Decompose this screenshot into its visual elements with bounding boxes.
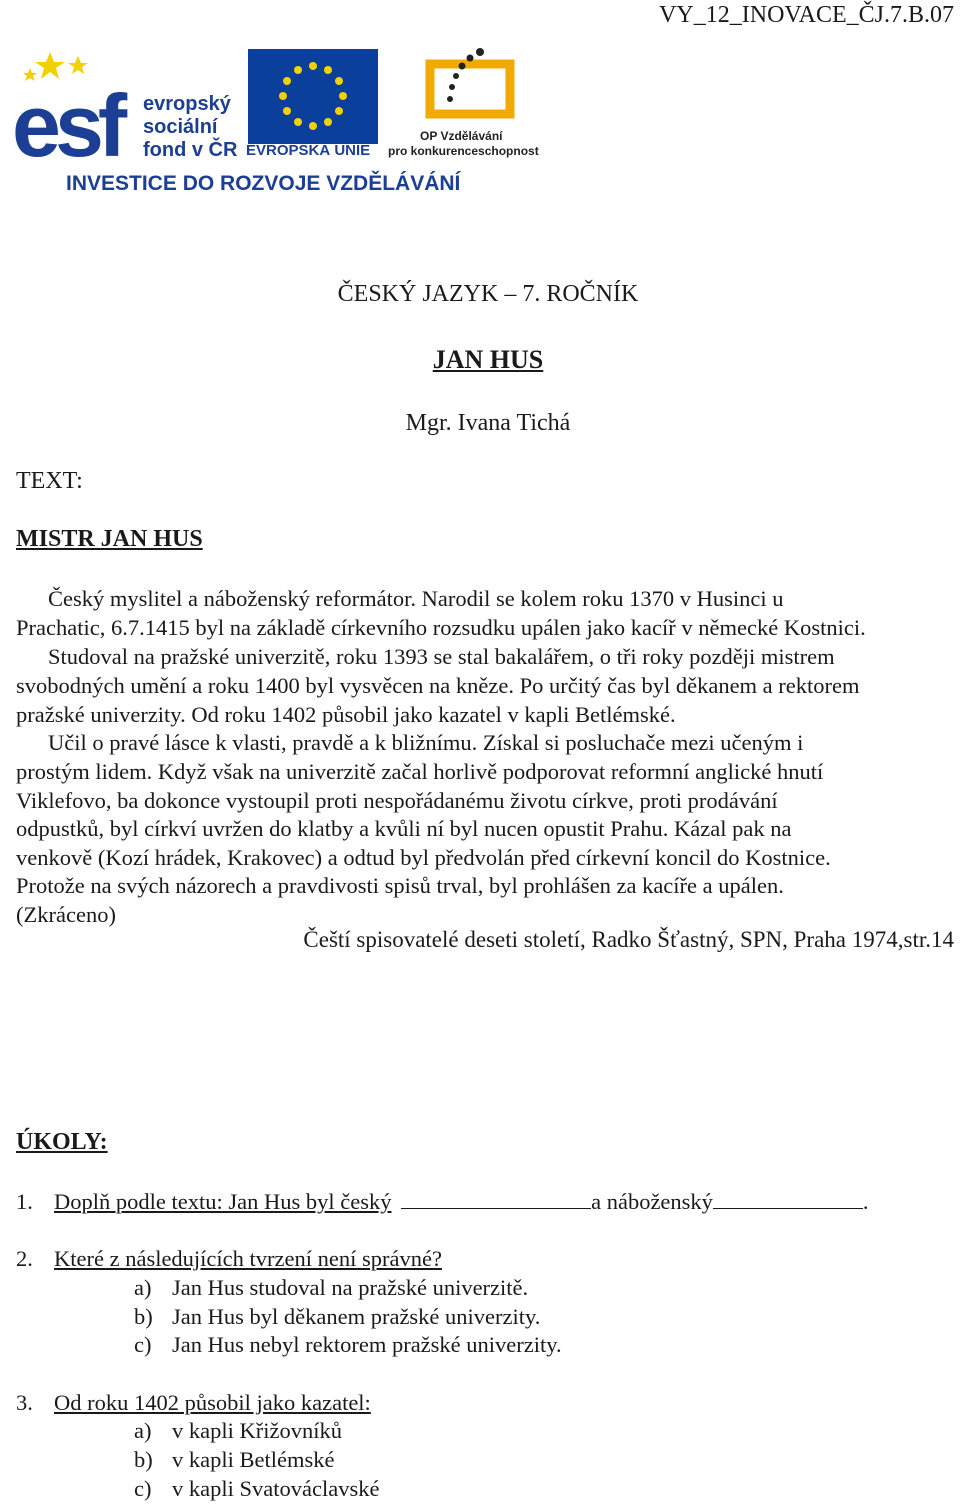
option-text: v kapli Svatováclavské [172, 1476, 380, 1501]
esf-line-2: sociální [143, 116, 218, 138]
source-citation: Čeští spisovatelé deseti století, Radko Šťastný, SPN, Praha 1974,str.14 [303, 927, 954, 952]
text-heading: MISTR JAN HUS [16, 526, 203, 552]
logo-band [10, 44, 540, 204]
option-text: Jan Hus studoval na pražské univerzitě. [172, 1275, 529, 1300]
text-line: Učil o pravé lásce k vlasti, pravdě a k bližnímu. Získal si posluchače mezi učeným i [48, 730, 804, 755]
eu-label: EVROPSKÁ UNIE [246, 142, 371, 159]
answer-blank-1[interactable] [401, 1188, 591, 1209]
text-line: Prachatic, 6.7.1415 byl na základě církevního rozsudku upálen jako kacíř v německé Kostnici. [16, 615, 866, 640]
question-1-end: . [862, 1189, 869, 1214]
question-2-number: 2. [16, 1246, 33, 1271]
option-text: Jan Hus byl děkanem pražské univerzity. [172, 1304, 541, 1329]
tasks-heading: ÚKOLY: [16, 1129, 108, 1155]
option-text: v kapli Křižovníků [172, 1418, 342, 1443]
question-3-number: 3. [16, 1390, 33, 1415]
option-letter: a) [134, 1418, 152, 1443]
text-line: pražské univerzity. Od roku 1402 působil jako kazatel v kapli Betlémské. [16, 702, 676, 727]
investice-banner: INVESTICE DO ROZVOJE VZDĚLÁVÁNÍ [66, 172, 461, 195]
subject-heading: ČESKÝ JAZYK – 7. ROČNÍK [337, 281, 639, 307]
text-line: (Zkráceno) [16, 902, 116, 927]
answer-blank-2[interactable] [713, 1188, 863, 1209]
question-2-prompt: Které z následujících tvrzení není správné? [54, 1246, 442, 1271]
op-subtitle: pro konkurenceschopnost [388, 144, 539, 158]
esf-line-3: fond v ČR [143, 139, 238, 161]
question-1-middle: a náboženský [591, 1189, 713, 1214]
text-line: Protože na svých názorech a pravdivosti spisů trval, byl prohlášen za kacíře a upálen. [16, 873, 784, 898]
question-1-prompt: Doplň podle textu: Jan Hus byl český [54, 1189, 392, 1214]
page-title: JAN HUS [432, 345, 544, 374]
option-text: Jan Hus nebyl rektorem pražské univerzity. [172, 1332, 562, 1357]
question-3-prompt: Od roku 1402 působil jako kazatel: [54, 1390, 371, 1415]
question-1-number: 1. [16, 1189, 33, 1214]
text-line: Český myslitel a náboženský reformátor. Narodil se kolem roku 1370 v Husinci u [48, 586, 784, 611]
option-letter: c) [134, 1332, 152, 1357]
option-letter: b) [134, 1304, 153, 1329]
option-letter: b) [134, 1447, 153, 1472]
text-label: TEXT: [16, 468, 83, 494]
op-title: OP Vzdělávání [420, 129, 503, 143]
document-code: VY_12_INOVACE_ČJ.7.B.07 [659, 2, 954, 28]
text-line: svobodných umění a roku 1400 byl vysvěcen na kněze. Po určitý čas byl děkanem a rektorem [16, 673, 860, 698]
text-line: venkově (Kozí hrádek, Krakovec) a odtud byl předvolán před církevní koncil do Kostnice. [16, 845, 831, 870]
option-letter: a) [134, 1275, 152, 1300]
author: Mgr. Ivana Tichá [405, 410, 571, 436]
text-line: odpustků, byl církví uvržen do klatby a kvůli ní byl nucen opustit Prahu. Kázal pak na [16, 816, 792, 841]
option-letter: c) [134, 1476, 152, 1501]
question-1 [54, 1187, 869, 1216]
option-text: v kapli Betlémské [172, 1447, 335, 1472]
esf-line-1: evropský [143, 93, 231, 115]
text-line: Studoval na pražské univerzitě, roku 1393 se stal bakalářem, o tři roky později mistrem [48, 644, 835, 669]
text-line: prostým lidem. Když však na univerzitě začal horlivě podporovat reformní anglické hnutí [16, 759, 824, 784]
svg-text:esf: esf [12, 76, 122, 164]
text-line: Viklefovo, ba dokonce vystoupil proti nespořádanému životu církve, proti prodávání [16, 788, 778, 813]
eu-flag-logo [248, 49, 378, 144]
